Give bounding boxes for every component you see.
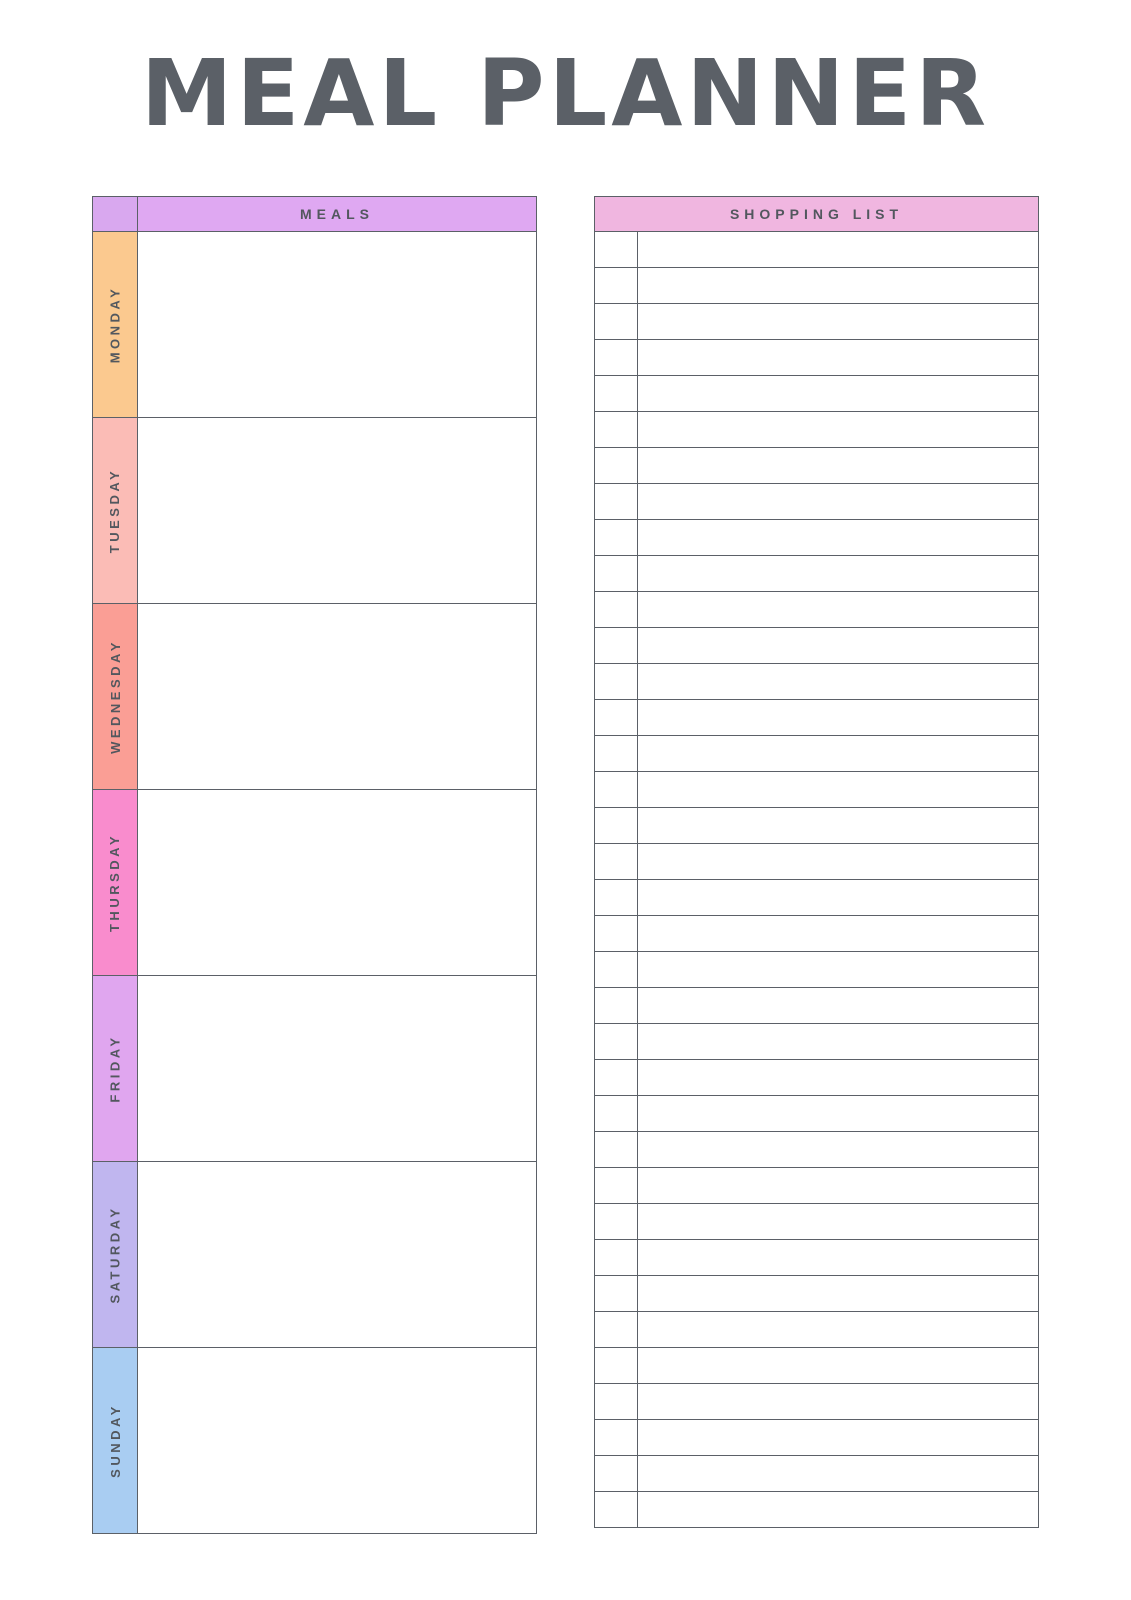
shopping-item-input[interactable] xyxy=(638,628,1039,664)
shopping-item-checkbox[interactable] xyxy=(594,916,638,952)
shopping-item-input[interactable] xyxy=(638,1168,1039,1204)
shopping-item-input[interactable] xyxy=(638,808,1039,844)
shopping-list-item xyxy=(594,484,1039,520)
shopping-item-checkbox[interactable] xyxy=(594,628,638,664)
day-label-tuesday xyxy=(92,418,138,604)
day-label-text: SUNDAY xyxy=(107,1403,123,1478)
shopping-item-checkbox[interactable] xyxy=(594,592,638,628)
shopping-item-checkbox[interactable] xyxy=(594,988,638,1024)
meals-header-label: MEALS xyxy=(138,196,537,232)
shopping-item-input[interactable] xyxy=(638,304,1039,340)
shopping-item-checkbox[interactable] xyxy=(594,880,638,916)
shopping-list-item xyxy=(594,376,1039,412)
meals-header-row xyxy=(92,196,537,232)
shopping-list-item xyxy=(594,1492,1039,1528)
shopping-item-input[interactable] xyxy=(638,844,1039,880)
shopping-item-input[interactable] xyxy=(638,1024,1039,1060)
shopping-item-checkbox[interactable] xyxy=(594,376,638,412)
shopping-list-item xyxy=(594,736,1039,772)
shopping-item-input[interactable] xyxy=(638,232,1039,268)
meal-entry-field-sunday[interactable] xyxy=(138,1348,537,1534)
shopping-item-input[interactable] xyxy=(638,1204,1039,1240)
shopping-item-checkbox[interactable] xyxy=(594,1348,638,1384)
shopping-list-item xyxy=(594,772,1039,808)
shopping-item-input[interactable] xyxy=(638,412,1039,448)
shopping-item-input[interactable] xyxy=(638,1456,1039,1492)
shopping-list-item xyxy=(594,1420,1039,1456)
shopping-list-item xyxy=(594,556,1039,592)
meals-header-corner xyxy=(92,196,138,232)
shopping-list-panel xyxy=(594,196,1039,1534)
day-label-thursday xyxy=(92,790,138,976)
shopping-item-input[interactable] xyxy=(638,1348,1039,1384)
planner-content xyxy=(0,196,1131,1534)
day-label-monday xyxy=(92,232,138,418)
shopping-item-checkbox[interactable] xyxy=(594,448,638,484)
shopping-list-item xyxy=(594,340,1039,376)
shopping-list-item xyxy=(594,1096,1039,1132)
shopping-item-checkbox[interactable] xyxy=(594,1312,638,1348)
meal-entry-field-tuesday[interactable] xyxy=(138,418,537,604)
shopping-list-item xyxy=(594,1456,1039,1492)
meal-day-row xyxy=(92,976,537,1162)
shopping-item-checkbox[interactable] xyxy=(594,1492,638,1528)
shopping-item-input[interactable] xyxy=(638,988,1039,1024)
shopping-item-checkbox[interactable] xyxy=(594,736,638,772)
shopping-item-checkbox[interactable] xyxy=(594,484,638,520)
shopping-list-item xyxy=(594,880,1039,916)
shopping-item-input[interactable] xyxy=(638,1420,1039,1456)
shopping-item-checkbox[interactable] xyxy=(594,1024,638,1060)
shopping-item-input[interactable] xyxy=(638,592,1039,628)
shopping-list-item xyxy=(594,916,1039,952)
shopping-list-item xyxy=(594,628,1039,664)
day-label-friday xyxy=(92,976,138,1162)
shopping-list-item xyxy=(594,1168,1039,1204)
day-label-saturday xyxy=(92,1162,138,1348)
meal-entry-field-monday[interactable] xyxy=(138,232,537,418)
shopping-list-item xyxy=(594,304,1039,340)
shopping-list-item xyxy=(594,808,1039,844)
meal-day-row xyxy=(92,1162,537,1348)
shopping-item-input[interactable] xyxy=(638,484,1039,520)
shopping-item-input[interactable] xyxy=(638,772,1039,808)
shopping-list-item xyxy=(594,268,1039,304)
shopping-item-checkbox[interactable] xyxy=(594,1204,638,1240)
shopping-item-checkbox[interactable] xyxy=(594,412,638,448)
shopping-item-checkbox[interactable] xyxy=(594,1132,638,1168)
shopping-list-item xyxy=(594,1060,1039,1096)
shopping-list-item xyxy=(594,1204,1039,1240)
meal-day-row xyxy=(92,418,537,604)
shopping-item-input[interactable] xyxy=(638,376,1039,412)
shopping-item-input[interactable] xyxy=(638,1276,1039,1312)
shopping-item-checkbox[interactable] xyxy=(594,1168,638,1204)
meals-days-container xyxy=(92,232,537,1534)
shopping-item-input[interactable] xyxy=(638,1312,1039,1348)
shopping-item-checkbox[interactable] xyxy=(594,1276,638,1312)
shopping-item-checkbox[interactable] xyxy=(594,1384,638,1420)
shopping-list-item xyxy=(594,988,1039,1024)
shopping-item-checkbox[interactable] xyxy=(594,664,638,700)
shopping-item-checkbox[interactable] xyxy=(594,1420,638,1456)
shopping-list-item xyxy=(594,412,1039,448)
meal-entry-field-wednesday[interactable] xyxy=(138,604,537,790)
shopping-item-input[interactable] xyxy=(638,916,1039,952)
shopping-list-item xyxy=(594,1348,1039,1384)
shopping-list-item xyxy=(594,592,1039,628)
shopping-item-checkbox[interactable] xyxy=(594,340,638,376)
meal-entry-field-friday[interactable] xyxy=(138,976,537,1162)
shopping-item-input[interactable] xyxy=(638,952,1039,988)
day-label-text: TUESDAY xyxy=(107,467,123,554)
shopping-item-checkbox[interactable] xyxy=(594,844,638,880)
day-label-wednesday xyxy=(92,604,138,790)
shopping-item-input[interactable] xyxy=(638,448,1039,484)
shopping-list-item xyxy=(594,232,1039,268)
shopping-item-checkbox[interactable] xyxy=(594,520,638,556)
shopping-item-checkbox[interactable] xyxy=(594,1096,638,1132)
shopping-item-input[interactable] xyxy=(638,340,1039,376)
shopping-item-checkbox[interactable] xyxy=(594,232,638,268)
shopping-list-item xyxy=(594,520,1039,556)
shopping-list-item xyxy=(594,448,1039,484)
shopping-item-checkbox[interactable] xyxy=(594,268,638,304)
day-label-text: MONDAY xyxy=(107,285,123,364)
meal-entry-field-saturday[interactable] xyxy=(138,1162,537,1348)
day-label-sunday xyxy=(92,1348,138,1534)
shopping-list-item xyxy=(594,1312,1039,1348)
shopping-list-header: SHOPPING LIST xyxy=(594,196,1039,232)
day-label-text: WEDNESDAY xyxy=(107,639,123,754)
shopping-list-item xyxy=(594,952,1039,988)
shopping-item-input[interactable] xyxy=(638,1096,1039,1132)
day-label-text: SATURDAY xyxy=(107,1205,123,1304)
shopping-list-rows xyxy=(594,232,1039,1528)
shopping-list-item xyxy=(594,1132,1039,1168)
shopping-item-input[interactable] xyxy=(638,520,1039,556)
shopping-item-input[interactable] xyxy=(638,1492,1039,1528)
shopping-item-input[interactable] xyxy=(638,268,1039,304)
shopping-item-input[interactable] xyxy=(638,1384,1039,1420)
shopping-list-item xyxy=(594,1384,1039,1420)
shopping-list-item xyxy=(594,1276,1039,1312)
shopping-item-checkbox[interactable] xyxy=(594,772,638,808)
shopping-list-item xyxy=(594,844,1039,880)
shopping-item-checkbox[interactable] xyxy=(594,952,638,988)
shopping-item-input[interactable] xyxy=(638,1060,1039,1096)
meal-entry-field-thursday[interactable] xyxy=(138,790,537,976)
shopping-item-checkbox[interactable] xyxy=(594,808,638,844)
day-label-text: THURSDAY xyxy=(107,832,123,933)
shopping-item-input[interactable] xyxy=(638,556,1039,592)
shopping-item-input[interactable] xyxy=(638,1132,1039,1168)
shopping-item-checkbox[interactable] xyxy=(594,1060,638,1096)
shopping-item-checkbox[interactable] xyxy=(594,556,638,592)
shopping-item-checkbox[interactable] xyxy=(594,1456,638,1492)
meal-day-row xyxy=(92,790,537,976)
shopping-item-input[interactable] xyxy=(638,880,1039,916)
meal-day-row xyxy=(92,604,537,790)
shopping-item-checkbox[interactable] xyxy=(594,304,638,340)
page-title: MEAL PLANNER xyxy=(140,40,991,147)
shopping-item-checkbox[interactable] xyxy=(594,700,638,736)
shopping-list-item xyxy=(594,664,1039,700)
day-label-text: FRIDAY xyxy=(107,1034,123,1103)
meal-day-row xyxy=(92,1348,537,1534)
shopping-item-input[interactable] xyxy=(638,1240,1039,1276)
shopping-item-checkbox[interactable] xyxy=(594,1240,638,1276)
shopping-item-input[interactable] xyxy=(638,664,1039,700)
shopping-list-item xyxy=(594,700,1039,736)
shopping-item-input[interactable] xyxy=(638,736,1039,772)
shopping-list-item xyxy=(594,1240,1039,1276)
shopping-item-input[interactable] xyxy=(638,700,1039,736)
shopping-list-item xyxy=(594,1024,1039,1060)
meal-day-row xyxy=(92,232,537,418)
meals-panel xyxy=(92,196,537,1534)
